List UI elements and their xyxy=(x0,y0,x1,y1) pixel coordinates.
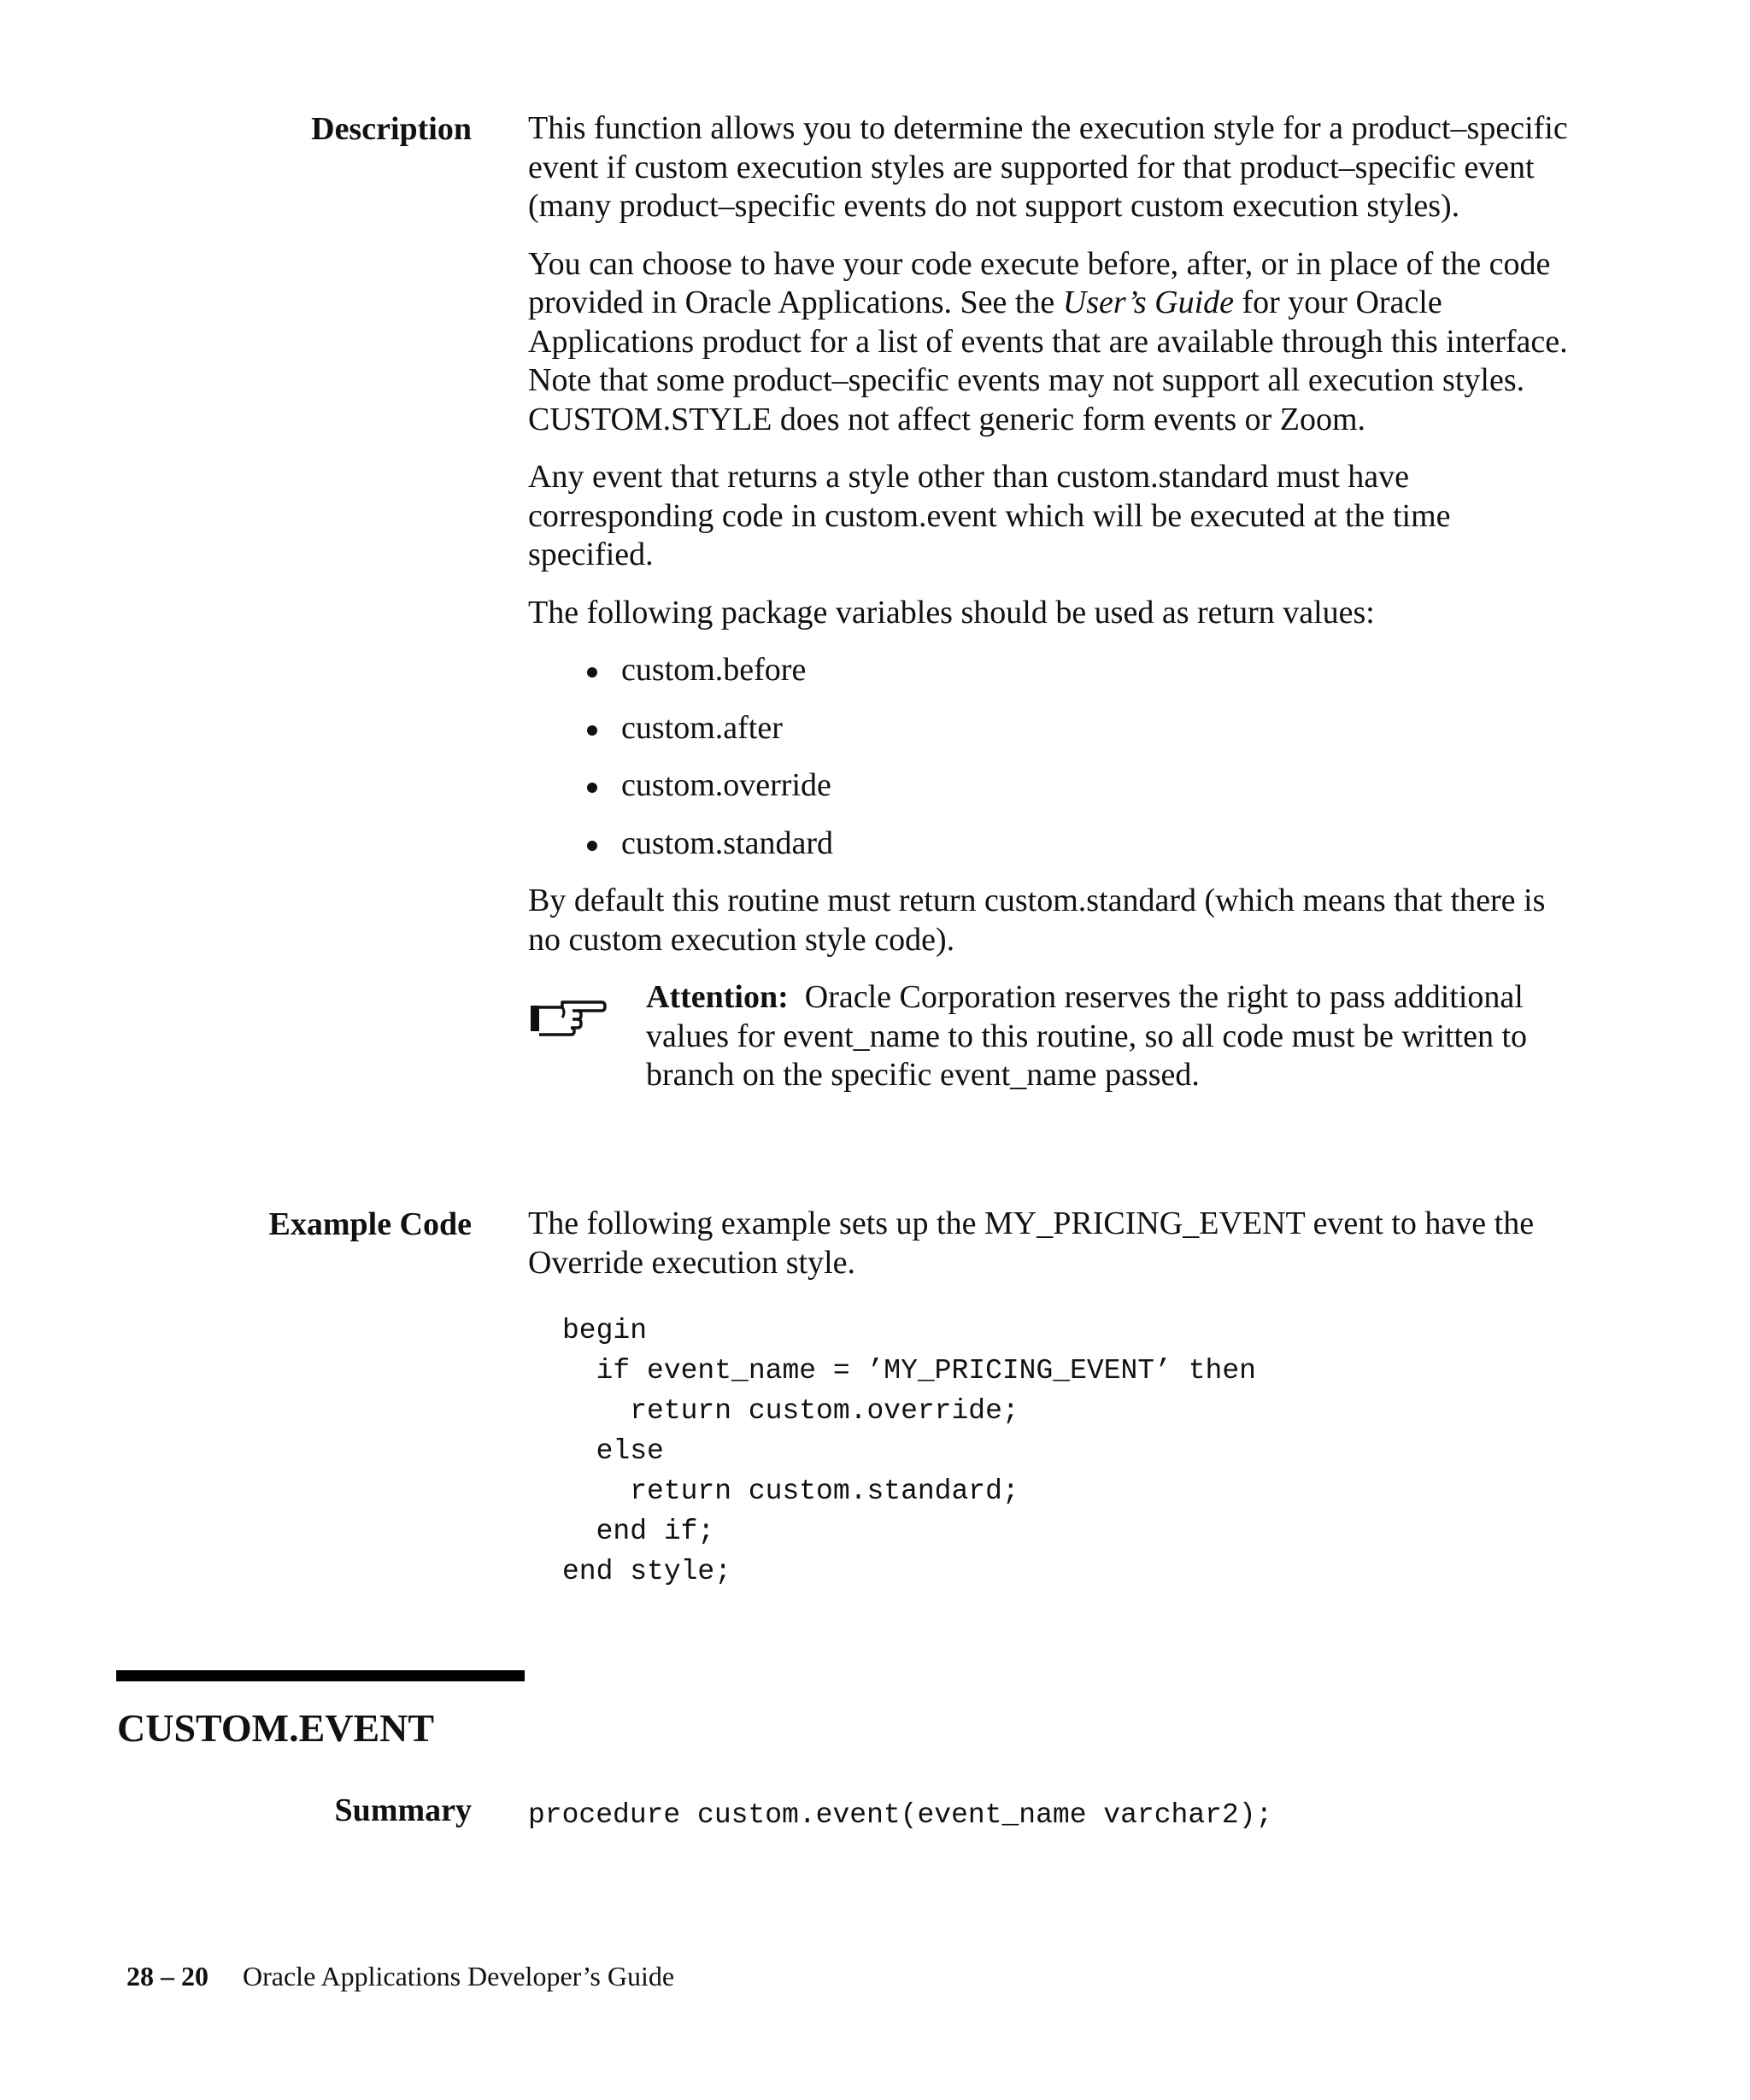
example-code-block xyxy=(562,1311,1256,1592)
bullet-icon xyxy=(587,783,597,793)
code-line: if event_name = ’MY_PRICING_EVENT’ then xyxy=(562,1355,1256,1387)
attention-text: Oracle Corporation reserves the right to pass additional values for event_name to this routine, so all code must be written to branch on the specific event_name passed. xyxy=(646,979,1528,1093)
code-line: end if; xyxy=(562,1516,715,1547)
page-footer xyxy=(126,1959,674,1993)
example-code-label: Example Code xyxy=(268,1206,472,1242)
summary-label: Summary xyxy=(334,1792,472,1828)
page-number: 28 – 20 xyxy=(126,1961,208,1991)
return-values-list xyxy=(528,651,1571,863)
users-guide-title: User’s Guide xyxy=(1062,284,1234,320)
pointing-hand-icon xyxy=(528,994,607,1038)
para2-text-after: for your Oracle Applications product for a list of events that are available through this interface. Note that some product–specific events may not support all execution styles. CUSTOM.STYLE does not affect generic form events or Zoom. xyxy=(528,284,1568,437)
list-item xyxy=(528,709,1571,748)
example-intro: The following example sets up the MY_PRICING_EVENT event to have the Override execution style. xyxy=(528,1205,1535,1281)
description-paragraph-4: The following package variables should be used as return values: xyxy=(528,594,1375,631)
section-title: CUSTOM.EVENT xyxy=(117,1706,435,1750)
description-paragraph-3: Any event that returns a style other than custom.standard must have corresponding code in custom.event which will be executed at the time specified. xyxy=(528,459,1451,572)
bullet-icon xyxy=(587,841,597,851)
bullet-icon xyxy=(587,667,597,678)
summary-code: procedure custom.event(event_name varchar2); xyxy=(528,1799,1273,1831)
list-item xyxy=(528,824,1571,864)
default-note: By default this routine must return custom.standard (which means that there is no custom execution style code). xyxy=(528,883,1546,958)
description-paragraph-1: This function allows you to determine the execution style for a product–specific event if custom execution styles are supported for that product–specific event (many product–specific events do not support custom execution styles). xyxy=(528,110,1568,224)
code-line: return custom.override; xyxy=(562,1395,1019,1427)
code-line: begin xyxy=(562,1315,648,1346)
description-label: Description xyxy=(311,111,472,147)
section-rule xyxy=(116,1670,525,1681)
list-item-text: custom.before xyxy=(621,652,807,688)
list-item xyxy=(528,651,1571,690)
list-item-text: custom.override xyxy=(621,767,831,803)
list-item xyxy=(528,766,1571,806)
code-line: return custom.standard; xyxy=(562,1475,1019,1507)
code-line: end style; xyxy=(562,1556,732,1587)
code-line: else xyxy=(562,1435,664,1467)
book-title: Oracle Applications Developer’s Guide xyxy=(243,1961,675,1991)
list-item-text: custom.after xyxy=(621,709,783,746)
bullet-icon xyxy=(587,725,597,736)
attention-note xyxy=(528,978,1571,1095)
attention-label: Attention: xyxy=(646,979,789,1015)
example-body xyxy=(528,1205,1571,1301)
para2-text-before: You can choose to have your code execute before, after, or in place of the code provided in Oracle Applications. See the xyxy=(528,245,1551,320)
list-item-text: custom.standard xyxy=(621,824,834,861)
description-body xyxy=(528,109,1571,1114)
description-paragraph-2 xyxy=(528,245,1571,440)
